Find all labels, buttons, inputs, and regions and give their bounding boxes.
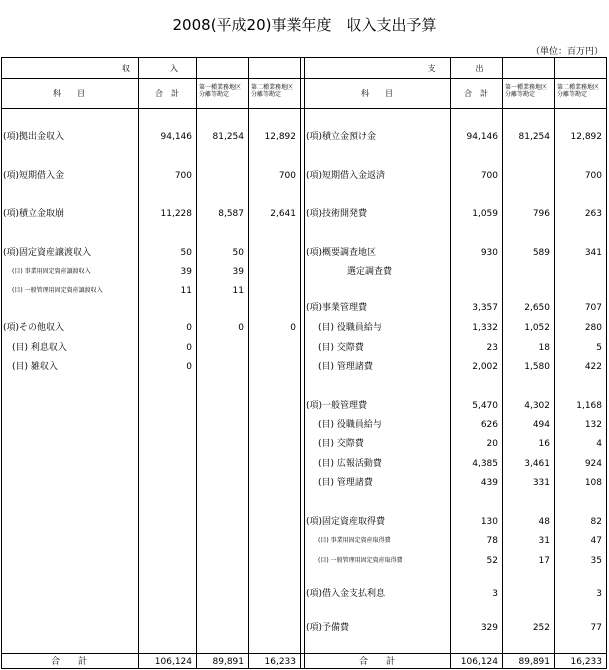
income-row-first: 50 xyxy=(232,248,244,258)
expense-row-label: (項)固定資産取得費 xyxy=(306,517,386,527)
expense-row-total: 5,470 xyxy=(472,401,498,411)
expense-row-label: (目) 管理諸費 xyxy=(318,362,373,372)
expense-row-first: 796 xyxy=(532,209,550,219)
divider xyxy=(554,57,555,669)
expense-row-second: 77 xyxy=(590,623,602,633)
income-row-label: (目) 事業用固定資産譲渡収入 xyxy=(12,268,91,275)
income-row-total: 0 xyxy=(186,323,192,333)
divider xyxy=(248,57,249,669)
expense-row-total: 52 xyxy=(486,556,498,566)
expense-row-second: 5 xyxy=(596,343,602,353)
expense-row-first: 3,461 xyxy=(524,459,550,469)
expense-row-second: 341 xyxy=(584,248,602,258)
expense-row-total: 700 xyxy=(480,171,498,181)
income-row-first: 11 xyxy=(232,286,244,296)
unit-label: （単位：百万円） xyxy=(530,47,603,57)
expense-total-header: 合 計 xyxy=(464,89,488,98)
expense-header: 支 出 xyxy=(427,64,484,73)
expense-row-first: 589 xyxy=(532,248,550,258)
expense-row-total: 2,002 xyxy=(472,362,498,372)
expense-row-second: 4 xyxy=(596,439,602,449)
divider xyxy=(1,653,607,654)
income-first-header: 第一種業務地区 分離等勘定 xyxy=(199,84,242,98)
expense-footer-total: 106,124 xyxy=(460,657,498,667)
expense-row-label-cont: 選定調査費 xyxy=(347,267,393,277)
expense-row-total: 1,059 xyxy=(472,209,498,219)
income-row-second: 12,892 xyxy=(264,132,296,142)
expense-row-label: (目) 交際費 xyxy=(318,439,364,449)
expense-footer-label: 合 計 xyxy=(358,657,395,667)
divider xyxy=(196,57,197,669)
expense-row-first: 16 xyxy=(538,439,550,449)
expense-row-label: (項)技術開発費 xyxy=(306,209,368,219)
expense-row-total: 78 xyxy=(486,536,498,546)
expense-row-label: (項)事業管理費 xyxy=(306,303,368,313)
income-row-label: (項)固定資産譲渡収入 xyxy=(3,248,92,258)
expense-row-second: 1,168 xyxy=(576,401,602,411)
income-row-first: 81,254 xyxy=(212,132,244,142)
income-row-total: 50 xyxy=(180,248,192,258)
expense-row-second: 263 xyxy=(584,209,602,219)
expense-row-total: 4,385 xyxy=(472,459,498,469)
expense-row-first: 4,302 xyxy=(524,401,550,411)
expense-second-header: 第二種業務地区 分離等勘定 xyxy=(557,84,600,98)
income-row-total: 0 xyxy=(186,362,192,372)
expense-row-total: 1,332 xyxy=(472,323,498,333)
expense-row-label: (項)積立金預け金 xyxy=(306,132,377,142)
divider xyxy=(1,78,607,79)
expense-row-first: 331 xyxy=(532,478,550,488)
divider xyxy=(300,57,301,669)
income-row-label: (目) 一般管理用固定資産譲渡収入 xyxy=(12,287,103,294)
divider xyxy=(502,57,503,669)
expense-row-total: 23 xyxy=(486,343,498,353)
expense-row-label: (目) 役職員給与 xyxy=(318,323,382,333)
expense-row-second: 700 xyxy=(584,171,602,181)
expense-row-total: 930 xyxy=(480,248,498,258)
expense-footer-second: 16,233 xyxy=(570,657,602,667)
income-total-header: 合 計 xyxy=(155,89,179,98)
expense-row-label: (目) 交際費 xyxy=(318,343,364,353)
income-row-total: 700 xyxy=(174,171,192,181)
income-row-total: 0 xyxy=(186,343,192,353)
divider xyxy=(304,57,305,669)
expense-row-second: 3 xyxy=(596,589,602,599)
income-row-label: (目) 雑収入 xyxy=(12,362,58,372)
income-row-first: 0 xyxy=(238,323,244,333)
income-row-label: (項)拠出金収入 xyxy=(3,132,65,142)
income-row-second: 0 xyxy=(290,323,296,333)
expense-row-second: 280 xyxy=(584,323,602,333)
income-footer-second: 16,233 xyxy=(264,657,296,667)
expense-row-second: 108 xyxy=(584,478,602,488)
income-row-total: 11,228 xyxy=(160,209,192,219)
expense-row-label: (項)一般管理費 xyxy=(306,401,368,411)
expense-row-first: 17 xyxy=(538,556,550,566)
income-row-second: 2,641 xyxy=(270,209,296,219)
income-header: 収 入 xyxy=(122,64,178,73)
expense-footer-first: 89,891 xyxy=(518,657,550,667)
income-row-first: 8,587 xyxy=(218,209,244,219)
income-footer-total: 106,124 xyxy=(154,657,192,667)
expense-row-first: 494 xyxy=(532,420,550,430)
expense-row-first: 1,580 xyxy=(524,362,550,372)
income-row-total: 94,146 xyxy=(160,132,192,142)
expense-row-second: 82 xyxy=(590,517,602,527)
expense-row-second: 707 xyxy=(584,303,602,313)
income-footer-label: 合 計 xyxy=(50,657,87,667)
page-title: 2008(平成20)事業年度 収入支出予算 xyxy=(172,16,437,34)
expense-row-first: 48 xyxy=(538,517,550,527)
expense-row-label: (項)借入金支払利息 xyxy=(306,589,386,599)
expense-first-header: 第一種業務地区 分離等勘定 xyxy=(505,84,548,98)
expense-row-first: 2,650 xyxy=(524,303,550,313)
expense-row-total: 626 xyxy=(480,420,498,430)
expense-row-second: 35 xyxy=(590,556,602,566)
expense-row-first: 18 xyxy=(538,343,550,353)
expense-row-label: (項)概要調査地区 xyxy=(306,248,377,258)
expense-row-second: 132 xyxy=(584,420,602,430)
expense-row-label: (項)短期借入金返済 xyxy=(306,171,386,181)
expense-row-total: 3,357 xyxy=(472,303,498,313)
expense-row-first: 1,052 xyxy=(524,323,550,333)
income-subject-header: 科 目 xyxy=(53,89,85,98)
expense-row-total: 20 xyxy=(486,439,498,449)
expense-row-total: 94,146 xyxy=(466,132,498,142)
divider xyxy=(1,108,607,109)
expense-row-total: 3 xyxy=(492,589,498,599)
income-row-total: 39 xyxy=(180,267,192,277)
income-footer-first: 89,891 xyxy=(212,657,244,667)
expense-row-first: 31 xyxy=(538,536,550,546)
income-row-first: 39 xyxy=(232,267,244,277)
expense-row-first: 81,254 xyxy=(518,132,550,142)
expense-row-label: (目) 事業用固定資産取得費 xyxy=(318,537,391,544)
income-row-second: 700 xyxy=(278,171,296,181)
expense-row-total: 130 xyxy=(480,517,498,527)
expense-subject-header: 科 目 xyxy=(361,89,393,98)
income-row-label: (項)短期借入金 xyxy=(3,171,65,181)
income-row-label: (目) 利息収入 xyxy=(12,343,67,353)
expense-row-label: (項)予備費 xyxy=(306,623,350,633)
expense-row-second: 422 xyxy=(584,362,602,372)
expense-row-first: 252 xyxy=(532,623,550,633)
expense-row-second: 47 xyxy=(590,536,602,546)
expense-row-label: (目) 一般管理用固定資産取得費 xyxy=(318,557,403,564)
income-second-header: 第二種業務地区 分離等勘定 xyxy=(251,84,294,98)
expense-row-second: 12,892 xyxy=(570,132,602,142)
expense-row-total: 439 xyxy=(480,478,498,488)
expense-row-label: (目) 管理諸費 xyxy=(318,478,373,488)
expense-row-label: (目) 広報活動費 xyxy=(318,459,382,469)
income-row-label: (項)その他収入 xyxy=(3,323,65,333)
income-row-total: 11 xyxy=(180,286,192,296)
income-row-label: (項)積立金取崩 xyxy=(3,209,65,219)
expense-row-label: (目) 役職員給与 xyxy=(318,420,382,430)
expense-row-total: 329 xyxy=(480,623,498,633)
expense-row-second: 924 xyxy=(584,459,602,469)
